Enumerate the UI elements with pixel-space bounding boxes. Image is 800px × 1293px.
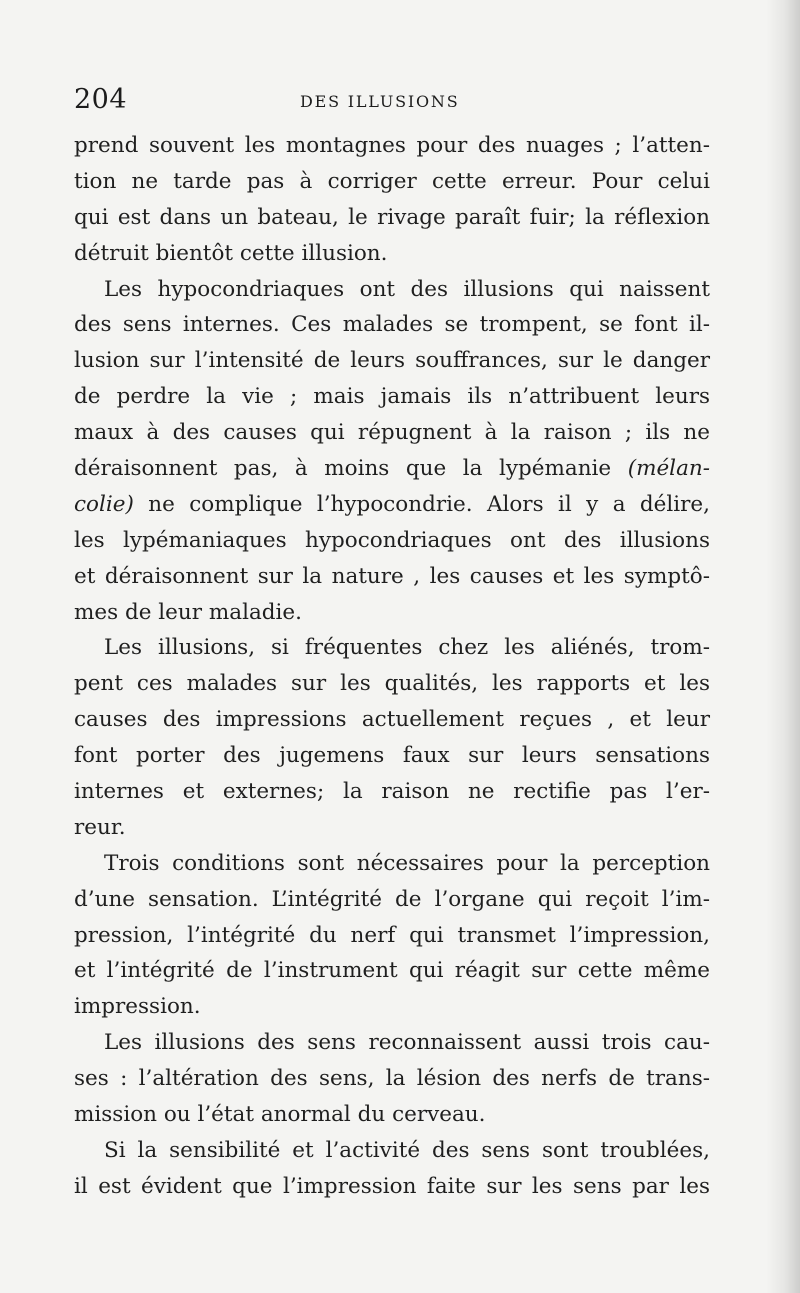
page-number: 204 <box>74 84 128 115</box>
text-line: maux à des causes qui répugnent à la raison ; ils ne <box>74 420 710 446</box>
text-segment: déraisonnent pas, à moins que la lypémanie <box>74 456 612 482</box>
text-line: lusion sur l’intensité de leurs souffrances, sur le danger <box>74 348 710 374</box>
running-head <box>74 84 714 124</box>
italic-text: (mélan- <box>627 456 710 482</box>
text-line: mission ou l’état anormal du cerveau. <box>74 1102 486 1128</box>
text-line: pression, l’intégrité du nerf qui transmet l’impression, <box>74 922 710 948</box>
text-line: font porter des jugemens faux sur leurs sensations <box>74 743 710 769</box>
text-line: Les illusions des sens reconnaissent aussi trois cau- <box>104 1030 710 1056</box>
text-line: d’une sensation. L’intégrité de l’organe qui reçoit l’im- <box>74 886 710 912</box>
text-line: des sens internes. Ces malades se trompent, se font il- <box>74 312 710 338</box>
text-line: causes des impressions actuellement reçues , et leur <box>74 707 710 733</box>
text-line: il est évident que l’impression faite sur les sens par les <box>74 1173 710 1199</box>
text-line: et l’intégrité de l’instrument qui réagit sur cette même <box>74 958 710 984</box>
running-title: DES ILLUSIONS <box>300 92 460 111</box>
text-line: et déraisonnent sur la nature , les causes et les symptô- <box>74 563 710 589</box>
text-line: pent ces malades sur les qualités, les rapports et les <box>74 671 710 697</box>
text-line: Les illusions, si fréquentes chez les aliénés, trom- <box>104 635 710 661</box>
text-line: tion ne tarde pas à corriger cette erreur. Pour celui <box>74 168 710 194</box>
italic-text: colie) <box>74 491 134 517</box>
text-line: les lypémaniaques hypocondriaques ont des illusions <box>74 527 710 553</box>
text-line: prend souvent les montagnes pour des nuages ; l’atten- <box>74 133 710 158</box>
text-line: qui est dans un bateau, le rivage paraît fuir; la réflexion <box>74 204 710 230</box>
text-line: de perdre la vie ; mais jamais ils n’attribuent leurs <box>74 384 710 410</box>
text-line: mes de leur maladie. <box>74 599 302 625</box>
body-text <box>74 128 710 1205</box>
text-line: reur. <box>74 814 126 840</box>
text-line: Les hypocondriaques ont des illusions qui naissent <box>104 276 710 302</box>
text-line: Si la sensibilité et l’activité des sens sont troublées, <box>104 1137 710 1163</box>
text-line <box>74 487 710 523</box>
text-line: ses : l’altération des sens, la lésion des nerfs de trans- <box>74 1066 710 1092</box>
text-line <box>74 451 710 487</box>
text-line: impression. <box>74 994 201 1020</box>
text-line: Trois conditions sont nécessaires pour la perception <box>104 850 710 876</box>
text-segment: ne complique l’hypocondrie. Alors il y a délire, <box>148 491 710 517</box>
text-line: détruit bientôt cette illusion. <box>74 240 388 266</box>
text-line: internes et externes; la raison ne rectifie pas l’er- <box>74 779 710 805</box>
